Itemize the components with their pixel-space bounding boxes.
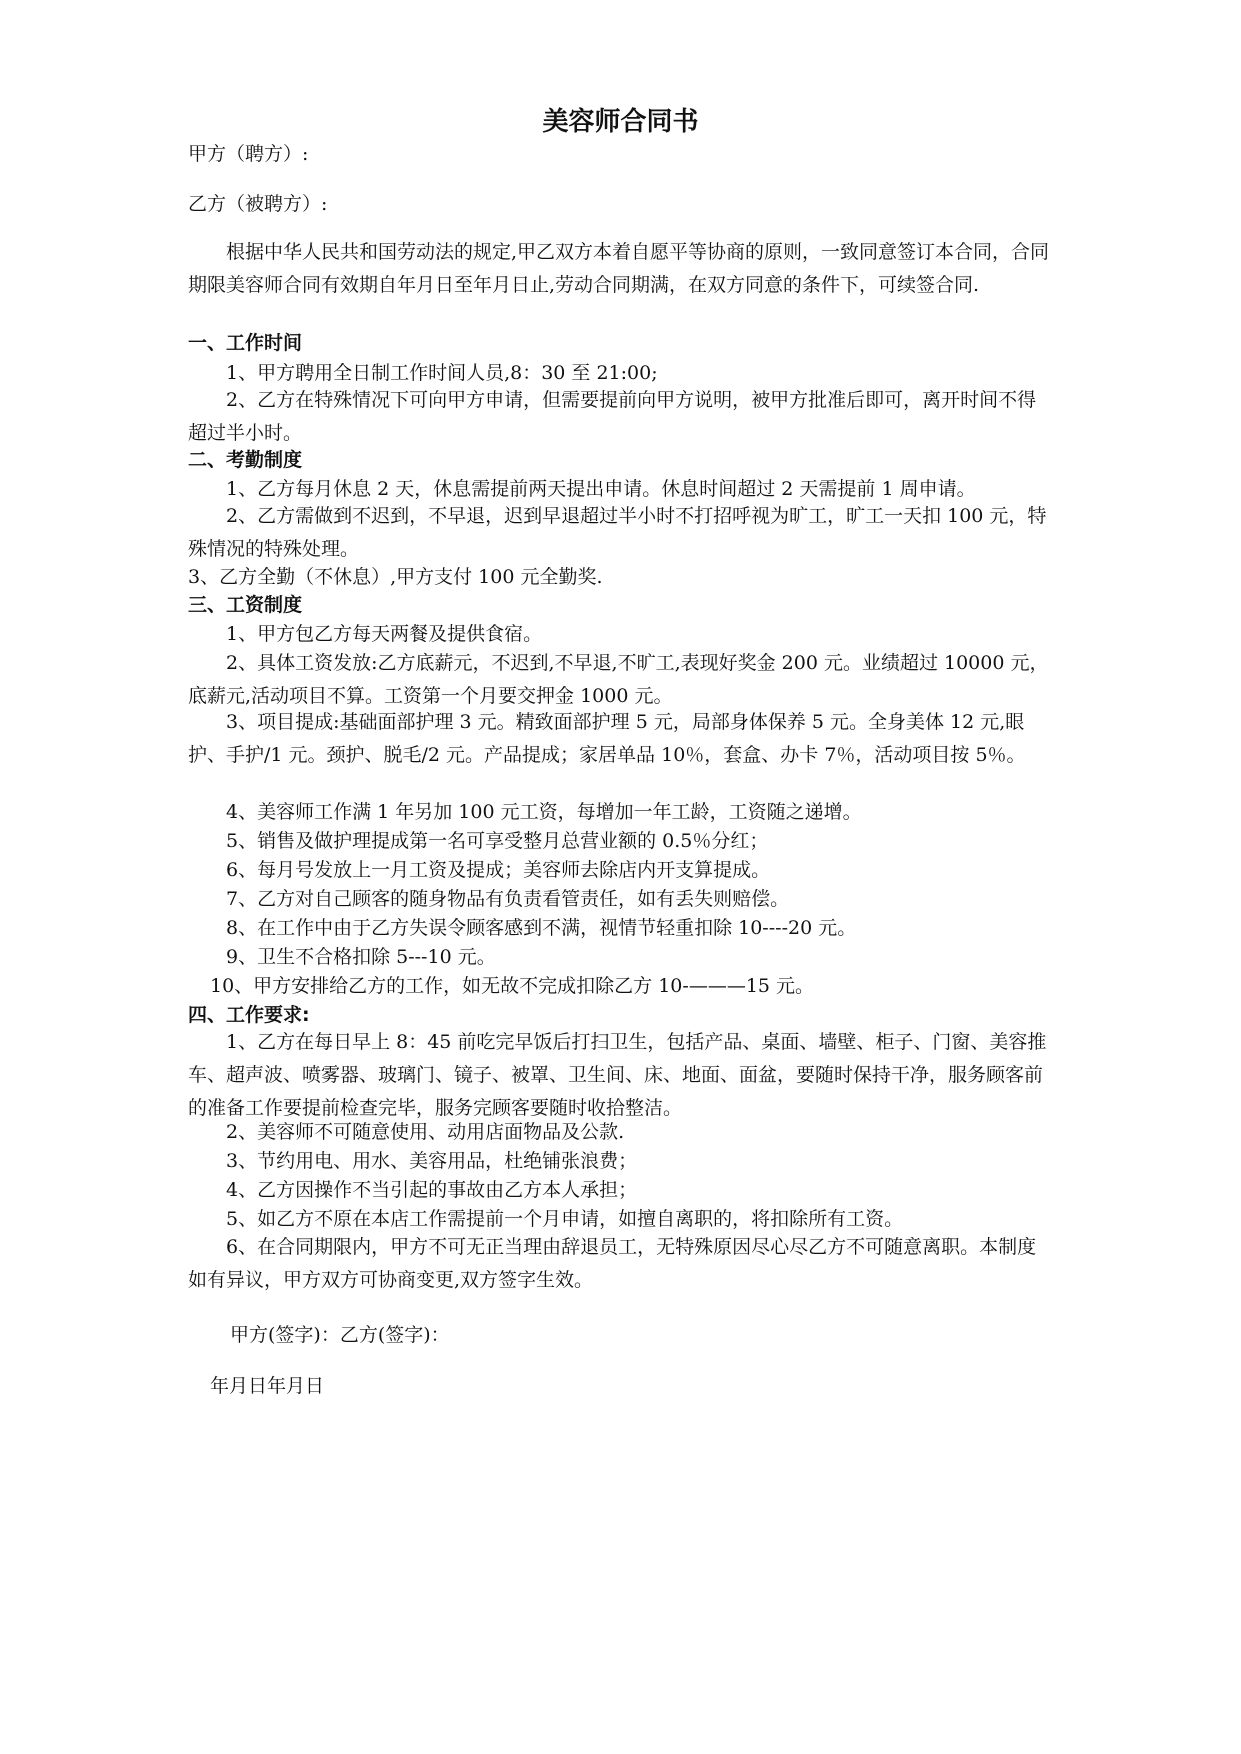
- section-2-heading: 二、考勤制度: [188, 449, 303, 471]
- section-3-heading: 三、工资制度: [188, 594, 303, 616]
- section-1-item-1: 1、甲方聘用全日制工作时间人员,8：30 至 21:00;: [226, 362, 658, 384]
- section-3-item-7: 7、乙方对自己顾客的随身物品有负责看管责任，如有丢失则赔偿。: [226, 888, 790, 910]
- section-4-item-2: 2、美容师不可随意使用、动用店面物品及公款.: [226, 1121, 625, 1143]
- section-2-item-3: 3、乙方全勤（不休息）,甲方支付 100 元全勤奖.: [188, 566, 603, 588]
- section-2-item-2: 2、乙方需做到不迟到，不早退，迟到早退超过半小时不打招呼视为旷工，旷工一天扣 100 元，特殊情况的特殊处理。: [188, 505, 1047, 560]
- section-3-item-4: 4、美容师工作满 1 年另加 100 元工资，每增加一年工龄，工资随之递增。: [226, 801, 862, 823]
- party-b-line: 乙方（被聘方）:: [188, 193, 328, 215]
- section-3-item-5: 5、销售及做护理提成第一名可享受整月总营业额的 0.5％分红；: [226, 830, 769, 852]
- section-4-item-1: 1、乙方在每日早上 8：45 前吃完早饭后打扫卫生，包括产品、桌面、墙壁、柜子、门窗、美容推车、超声波、喷雾器、玻璃门、镜子、被罩、卫生间、床、地面、面盆，要随时保持干净，服务顾客前的准备工作要提前检查完毕，服务完顾客要随时收拾整洁。: [188, 1031, 1047, 1119]
- section-4-item-4: 4、乙方因操作不当引起的事故由乙方本人承担；: [226, 1179, 638, 1201]
- section-4-item-3: 3、节约用电、用水、美容用品，杜绝铺张浪费；: [226, 1150, 638, 1172]
- section-2-item-1: 1、乙方每月休息 2 天，休息需提前两天提出申请。休息时间超过 2 天需提前 1 周申请。: [226, 478, 976, 500]
- document-title: 美容师合同书: [542, 107, 699, 137]
- section-3-item-3: 3、项目提成:基础面部护理 3 元。精致面部护理 5 元，局部身体保养 5 元。全身美体 12 元,眼护、手护/1 元。颈护、脱毛/2 元。产品提成；家居单品 10％，套盒、办卡 7％，活动项目按 5％。: [188, 711, 1026, 766]
- date-line: 年月日年月日: [210, 1375, 325, 1397]
- section-4-item-5: 5、如乙方不原在本店工作需提前一个月申请，如擅自离职的，将扣除所有工资。: [226, 1208, 904, 1230]
- party-a-line: 甲方（聘方）:: [188, 143, 309, 165]
- section-3-item-10: 10、甲方安排给乙方的工作，如无故不完成扣除乙方 10-———15 元。: [210, 975, 815, 997]
- section-3-item-9: 9、卫生不合格扣除 5---10 元。: [226, 946, 496, 968]
- preamble-paragraph: 根据中华人民共和国劳动法的规定,甲乙双方本着自愿平等协商的原则，一致同意签订本合同，合同期限美容师合同有效期自年月日至年月日止,劳动合同期满，在双方同意的条件下，可续签合同.: [188, 241, 1050, 296]
- signature-line: 甲方(签字)：乙方(签字)：: [230, 1324, 450, 1346]
- section-3-item-2: 2、具体工资发放:乙方底薪元，不迟到,不早退,不旷工,表现好奖金 200 元。业绩超过 10000 元，底薪元,活动项目不算。工资第一个月要交押金 1000 元。: [188, 652, 1049, 707]
- section-1-heading: 一、工作时间: [188, 332, 303, 354]
- section-3-item-1: 1、甲方包乙方每天两餐及提供食宿。: [226, 623, 543, 645]
- section-3-item-6: 6、每月号发放上一月工资及提成；美容师去除店内开支算提成。: [226, 859, 771, 881]
- section-3-item-8: 8、在工作中由于乙方失误令顾客感到不满，视情节轻重扣除 10----20 元。: [226, 917, 857, 939]
- section-4-heading: 四、工作要求:: [188, 1004, 310, 1026]
- section-4-item-6: 6、在合同期限内，甲方不可无正当理由辞退员工，无特殊原因尽心尽乙方不可随意离职。本制度如有异议，甲方双方可协商变更,双方签字生效。: [188, 1236, 1037, 1291]
- section-1-item-2: 2、乙方在特殊情况下可向甲方申请，但需要提前向甲方说明，被甲方批准后即可，离开时间不得超过半小时。: [188, 389, 1037, 444]
